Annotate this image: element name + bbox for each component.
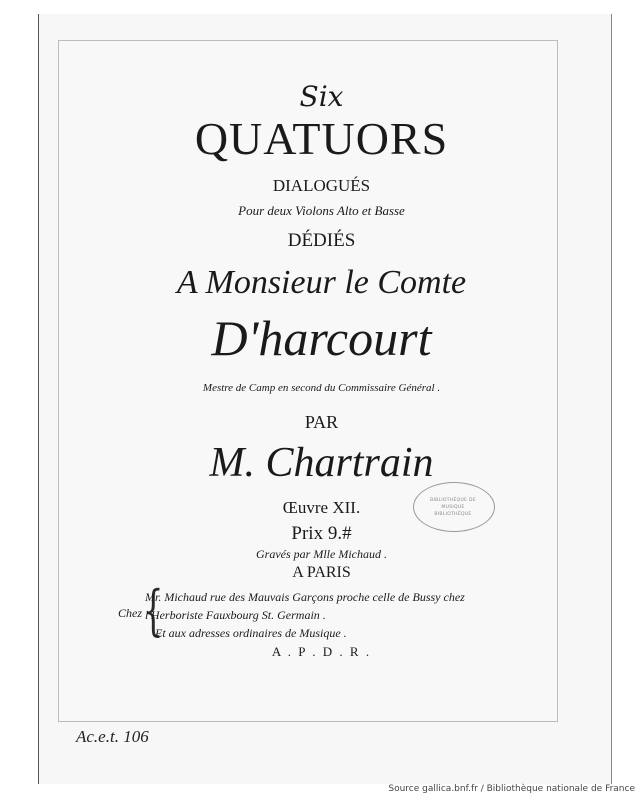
stamp-line2: BIBLIOTHÈQUE (434, 512, 472, 517)
dedication-office: Mestre de Camp en second du Commissaire Général . (202, 382, 441, 394)
title-quatuors: QUATUORS (194, 113, 449, 164)
composer-par: PAR (304, 412, 339, 432)
publisher-chez: Chez (118, 606, 142, 620)
dedication-line2: D'harcourt (211, 310, 432, 366)
curly-brace-icon: { (142, 579, 164, 642)
title-dedies: DÉDIÉS (287, 230, 356, 251)
publisher-line1: Mr. Michaud rue des Mauvais Garçons proche celle de Bussy chez (145, 590, 465, 604)
stamp-line1: BIBLIOTHÈQUE DE MUSIQUE (430, 498, 476, 510)
library-stamp-text (421, 497, 485, 518)
publisher-line3: Et aux adresses ordinaires de Musique . (155, 626, 347, 640)
privilege-mark: A . P . D . R . (271, 644, 372, 659)
engraver: Gravés par Mlle Michaud . (256, 547, 387, 561)
call-number: Ac.e.t. 106 (76, 727, 149, 746)
publisher-city: A PARIS (292, 564, 351, 581)
publisher-addresses (145, 588, 465, 642)
title-dialogues: DIALOGUÉS (272, 176, 371, 195)
source-credit: Source gallica.bnf.fr / Bibliothèque nationale de France (388, 784, 635, 794)
composer-name: M. Chartrain (209, 440, 434, 486)
title-six: Six (299, 80, 344, 113)
price: Prix 9.# (291, 523, 352, 544)
dedication-line1: A Monsieur le Comte (176, 264, 467, 301)
title-instruments: Pour deux Violons Alto et Basse (238, 203, 405, 218)
opus-number: Œuvre XII. (282, 498, 361, 517)
publisher-line2: l'Herboriste Fauxbourg St. Germain . (145, 608, 326, 622)
